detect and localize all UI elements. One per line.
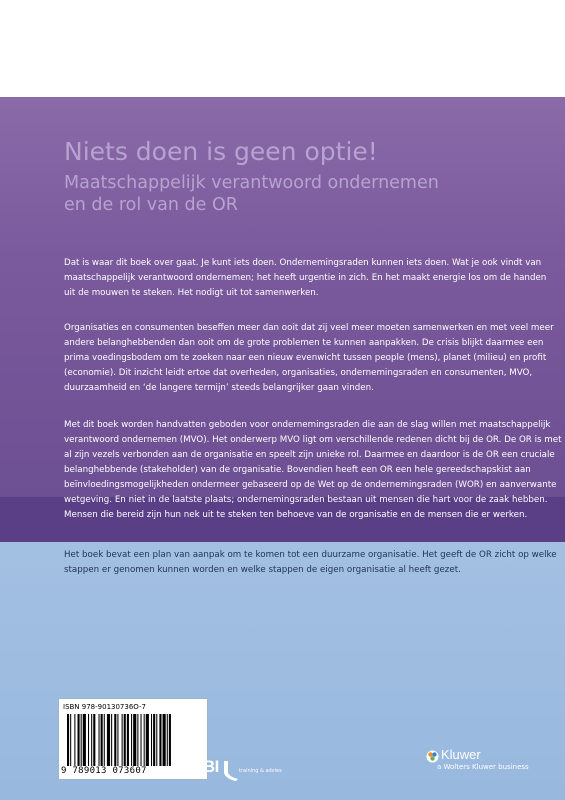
text-line: andere belanghebbenden dan ooit om de grote problemen te kunnen aanpakken. De crisis blijkt daarmee een [64, 338, 544, 348]
book-title: Niets doen is geen optie! [64, 137, 378, 166]
subtitle-line: Maatschappelijk verantwoord ondernemen [64, 173, 439, 193]
isbn-label: ISBN 978-90130736O-7 [63, 703, 146, 711]
text-line: stappen er genomen kunnen worden en welke stappen de eigen organisatie al heeft gezet. [64, 565, 461, 575]
text-line: beïnvloedingsmogelijkheden ondermeer gebaseerd op de Wet op de ondernemingsraden (WOR) en aanverwante [64, 480, 557, 490]
text-line: duurzaamheid en ‘de langere termijn’ steeds belangrijker gaan vinden. [64, 383, 374, 393]
text-line: belanghebbende (stakeholder) van de organisatie. Bovendien heeft een OR een hele gereedschapskist aan [64, 465, 531, 475]
paragraph-plan [64, 548, 557, 578]
sbi-tagline: training & advies [239, 768, 282, 774]
sbi-wordmark: SBI [192, 757, 219, 776]
paragraph-or-role [64, 418, 562, 523]
text-line: Het boek bevat een plan van aanpak om te komen tot een duurzame organisatie. Het geeft de OR zicht op welke [64, 550, 557, 560]
top-white-band [0, 0, 565, 97]
text-line: uit de mouwen te steken. Het nodigt uit tot samenwerken. [64, 288, 319, 298]
text-line: wetgeving. En niet in de laatste plaats; ondernemingsraden bestaan uit mensen die hart voor de zaak hebben. [64, 495, 548, 505]
barcode-icon [65, 714, 201, 766]
paragraph-context [64, 321, 554, 396]
paragraph-intro [64, 256, 547, 301]
text-line: Mensen die bereid zijn hun nek uit te steken ten behoeve van de organisatie en de mensen die er werken. [64, 510, 528, 520]
book-subtitle [64, 172, 439, 216]
text-line: maatschappelijk verantwoord ondernemen; het heeft urgentie in zich. En het maakt energie los om de handen [64, 273, 547, 283]
text-line: al zijn vezels verbonden aan de organisatie en speelt zijn unieke rol. Daarmee en daardoor is de OR een cruciale [64, 450, 555, 460]
kluwer-wordmark: Kluwer [441, 747, 481, 762]
text-line: (economie). Dit inzicht leidt ertoe dat overheden, organisaties, ondernemingsraden en consumenten, MVO, [64, 368, 533, 378]
barcode-panel [58, 698, 208, 780]
kluwer-tagline: a Wolters Kluwer business [437, 763, 529, 771]
subtitle-line: en de rol van de OR [64, 195, 238, 215]
text-line: Met dit boek worden handvatten geboden voor ondernemingsraden die aan de slag willen met maatschappelijk [64, 420, 551, 430]
text-line: Organisaties en consumenten beseffen meer dan ooit dat zij veel meer moeten samenwerken en met veel meer [64, 323, 554, 333]
text-line: Dat is waar dit boek over gaat. Je kunt iets doen. Ondernemingsraden kunnen iets doen. Wat je ook vindt van [64, 258, 542, 268]
text-line: verantwoord ondernemen (MVO). Het onderwerp MVO ligt om verschillende redenen dicht bij de OR. De OR is met [64, 435, 562, 445]
text-line: prima voedingsbodem om te zoeken naar een nieuw evenwicht tussen people (mens), planet (milieu) en profit [64, 353, 547, 363]
kluwer-globe-icon [426, 750, 439, 763]
barcode-digits: 9 789013 073607 [61, 766, 147, 776]
